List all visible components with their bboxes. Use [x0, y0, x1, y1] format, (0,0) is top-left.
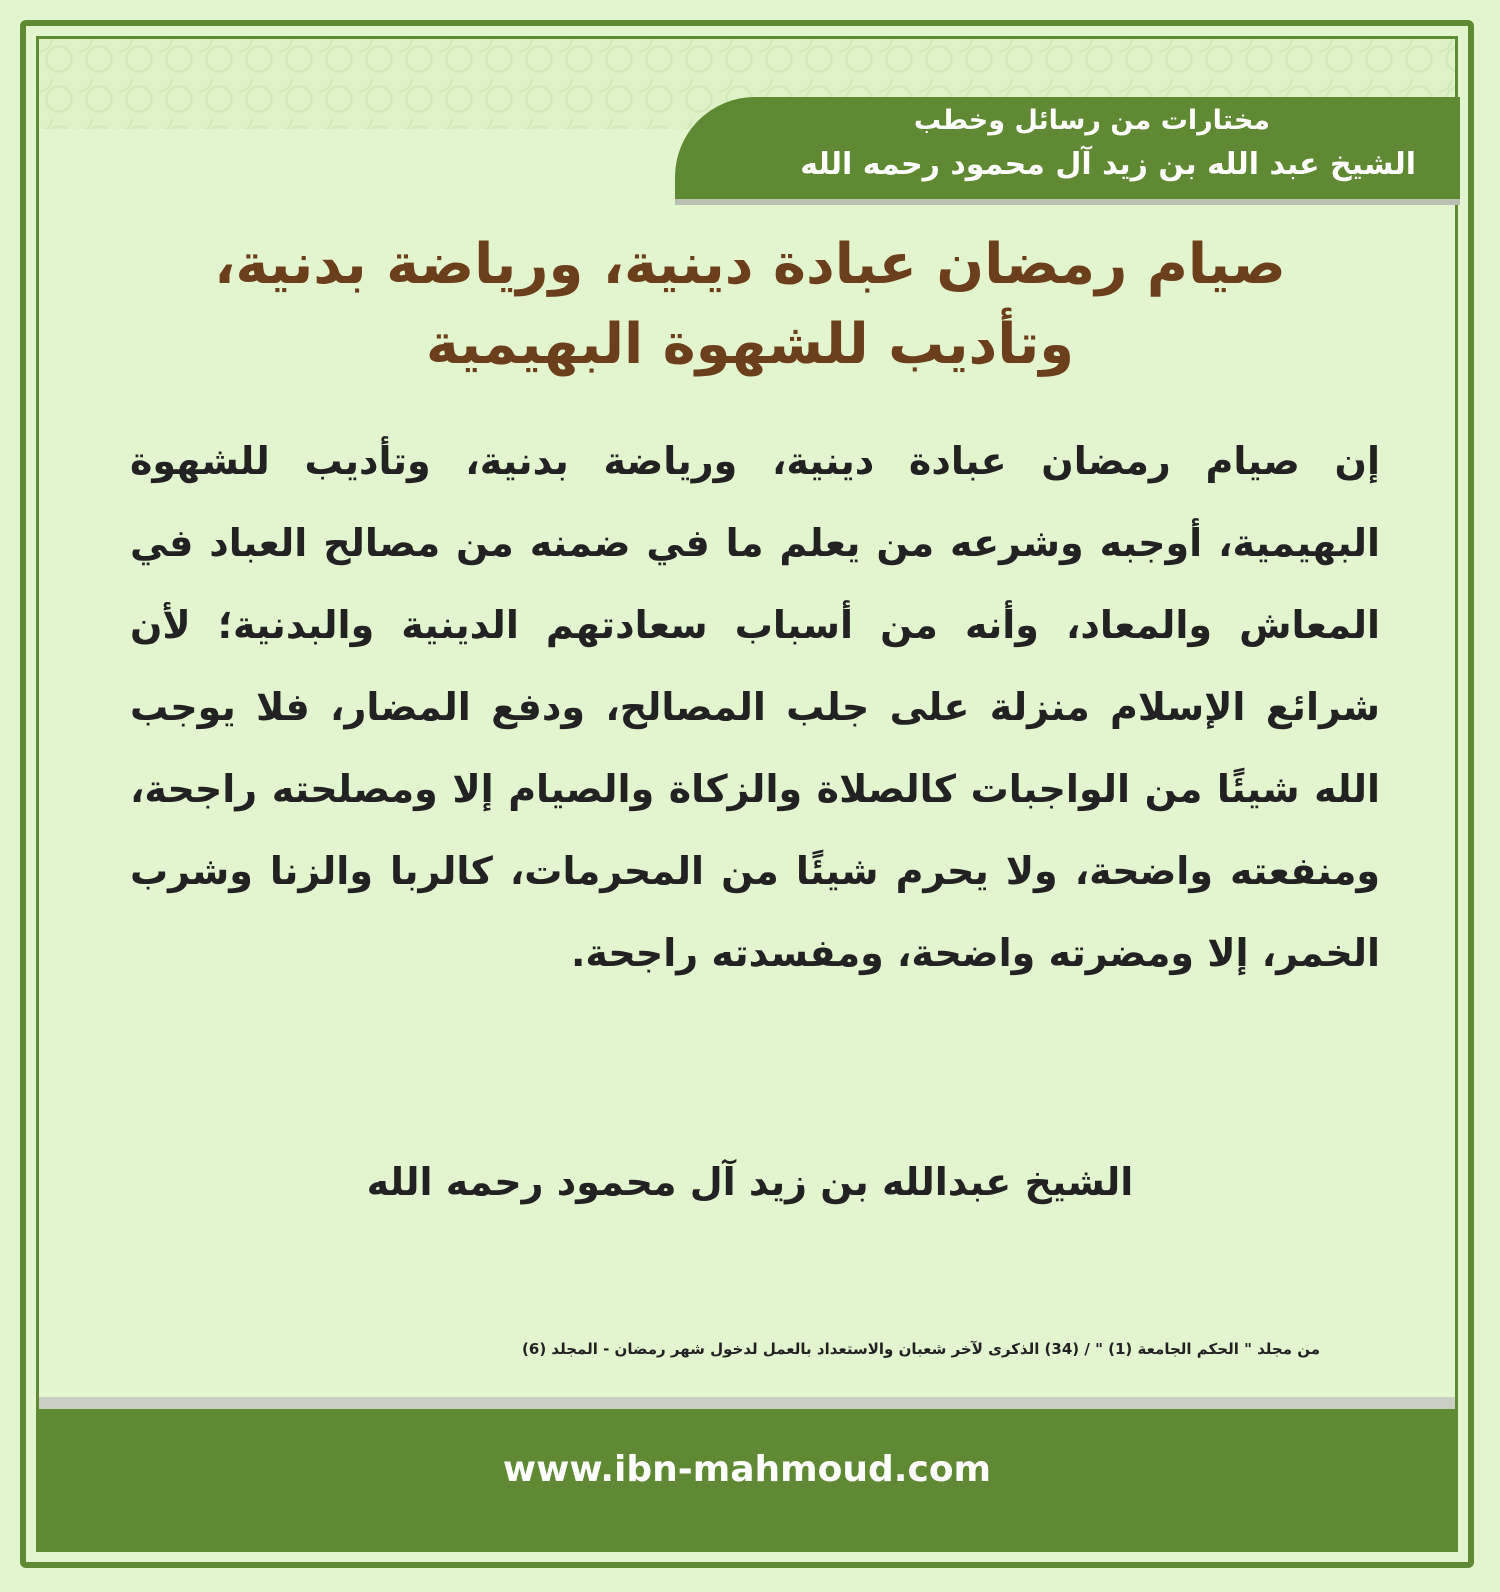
header-banner — [675, 97, 1460, 199]
footer-separator — [39, 1397, 1455, 1409]
footer-bar — [39, 1409, 1455, 1549]
article-body: إن صيام رمضان عبادة دينية، ورياضة بدنية، وتأديب للشهوة البهيمية، أوجبه وشرعه من يعلم ما في ضمنه من مصالح العباد في المعاش والمعاد، وأنه من أسباب سعادتهم الدينية والبدنية؛ لأن شرائع الإسلام منزلة على جلب المصالح، ودفع المضار، فلا يوجب الله شيئًا من الواجبات كالصلاة والزكاة والصيام إلا ومصلحته راجحة، ومنفعته واضحة، ولا يحرم شيئًا من المحرمات، كالربا والزنا وشرب الخمر، إلا ومضرته واضحة، ومفسدته راجحة. — [130, 439, 1380, 975]
header-author-name: الشيخ عبد الله بن زيد آل محمود رحمه الله — [800, 147, 1416, 182]
article-title: صيام رمضان عبادة دينية، ورياضة بدنية، وتأديب للشهوة البهيمية — [214, 232, 1286, 377]
author-signature: الشيخ عبدالله بن زيد آل محمود رحمه الله — [366, 1160, 1134, 1204]
website-link[interactable]: www.ibn-mahmoud.com — [502, 1449, 992, 1490]
header-series-title: مختارات من رسائل وخطب — [913, 105, 1270, 136]
source-citation: من مجلد " الحكم الجامعة (1) " / (34) الذكرى لآخر شعبان والاستعداد بالعمل لدخول شهر رمضان - المجلد (6) — [522, 1340, 1320, 1358]
